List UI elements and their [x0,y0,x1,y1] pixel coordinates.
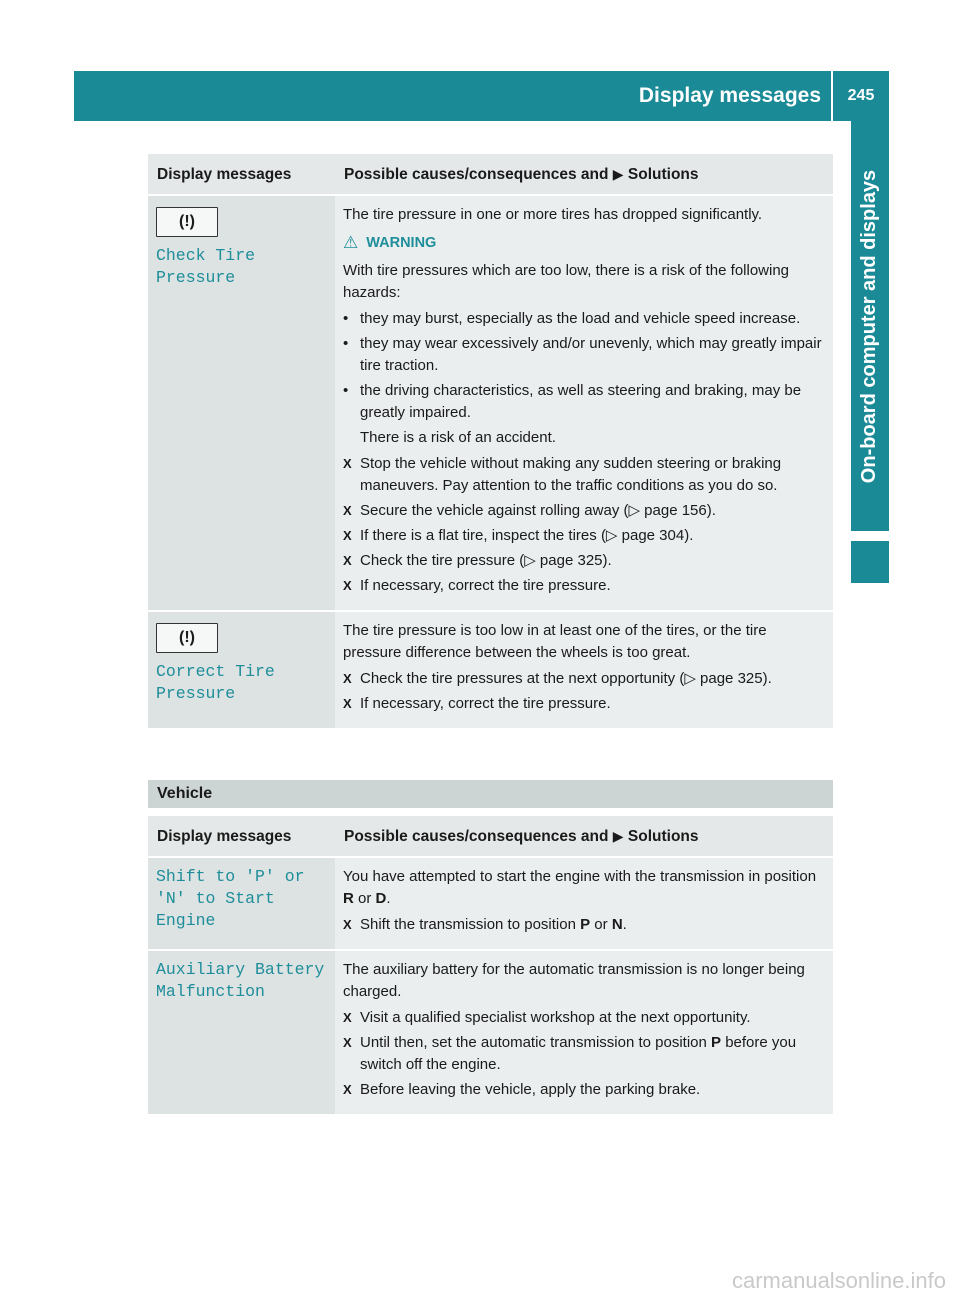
step-item: X Shift the transmission to position P or N. [343,914,825,936]
col-display-messages: Display messages [148,154,335,195]
cause-text: The auxiliary battery for the automatic transmission is no longer being charged. [343,961,805,1000]
tire-pressure-warning-icon: (!) [156,207,218,237]
display-message-line: Malfunction [156,982,265,1001]
play-arrow-icon: ▶ [612,828,624,844]
display-message-line: Auxiliary Battery [156,960,325,979]
list-item: • the driving characteristics, as well as steering and braking, may be greatly impaired. [343,382,802,421]
watermark: carmanualsonline.info [731,1268,946,1293]
cause-text: The tire pressure is too low in at least one of the tires, or the tire pressure difference between the wheels is too great. [343,622,767,661]
step-item: X If there is a flat tire, inspect the tires (▷ page 304). [343,525,825,547]
step-x-icon: X [343,1082,352,1097]
step-x-icon: X [343,553,352,568]
warning-heading: ⚠ WARNING [343,233,437,252]
step-x-icon: X [343,528,352,543]
step-item: X If necessary, correct the tire pressure. [343,575,825,597]
tire-messages-table [148,154,833,728]
step-x-icon: X [343,1010,352,1025]
section-heading: Vehicle [148,780,833,808]
table-row [148,195,833,611]
table-header-row [148,816,833,857]
table-row [148,611,833,728]
header-title: Display messages [638,84,821,107]
step-x-icon: X [343,696,352,711]
play-arrow-icon: ▶ [612,166,624,182]
tire-pressure-warning-icon: (!) [156,623,218,653]
step-item: X Until then, set the automatic transmission to position P before you switch off the engine. [343,1032,825,1076]
warning-text: With tire pressures which are too low, there is a risk of the following hazards: [343,262,790,301]
step-item: X If necessary, correct the tire pressure. [343,693,825,715]
page-number: 245 [847,87,875,104]
step-item: X Stop the vehicle without making any sudden steering or braking maneuvers. Pay attention to the traffic conditions as you do so. [343,453,825,497]
display-message-line: Shift to 'P' or [156,867,305,886]
page-header [74,71,889,121]
chapter-label: On-board computer and displays [858,169,881,483]
table-row [148,857,833,950]
chapter-side-tab [851,121,889,531]
table-row [148,950,833,1114]
step-x-icon: X [343,671,352,686]
table-header-row [148,154,833,195]
display-message-line: 'N' to Start Engine [156,889,275,930]
display-message: Check Tire Pressure [156,246,256,287]
step-x-icon: X [343,456,352,471]
step-x-icon: X [343,503,352,518]
risk-note: There is a risk of an accident. [360,429,556,446]
step-x-icon: X [343,917,352,932]
step-item: X Before leaving the vehicle, apply the parking brake. [343,1079,825,1101]
step-item: X Visit a qualified specialist workshop at the next opportunity. [343,1007,825,1029]
vehicle-messages-table [148,816,833,1114]
step-item: X Secure the vehicle against rolling away (▷ page 156). [343,500,825,522]
list-item: • they may burst, especially as the load and vehicle speed increase. [343,310,801,327]
step-item: X Check the tire pressures at the next opportunity (▷ page 325). [343,668,825,690]
col-causes-solutions: Possible causes/consequences and ▶ Solutions [335,816,833,857]
side-marker [851,541,889,583]
display-message-line: Correct Tire [156,662,275,681]
step-x-icon: X [343,578,352,593]
col-display-messages: Display messages [148,816,335,857]
display-message-line: Pressure [156,684,236,703]
col-causes-solutions: Possible causes/consequences and ▶ Solutions [335,154,833,195]
cause-text: The tire pressure in one or more tires has dropped significantly. [343,206,763,223]
warning-triangle-icon: ⚠ [343,233,359,252]
step-item: X Check the tire pressure (▷ page 325). [343,550,825,572]
cause-text: You have attempted to start the engine with the transmission in position R or D. [343,868,817,907]
list-item: • they may wear excessively and/or unevenly, which may greatly impair tire traction. [343,335,822,374]
step-x-icon: X [343,1035,352,1050]
